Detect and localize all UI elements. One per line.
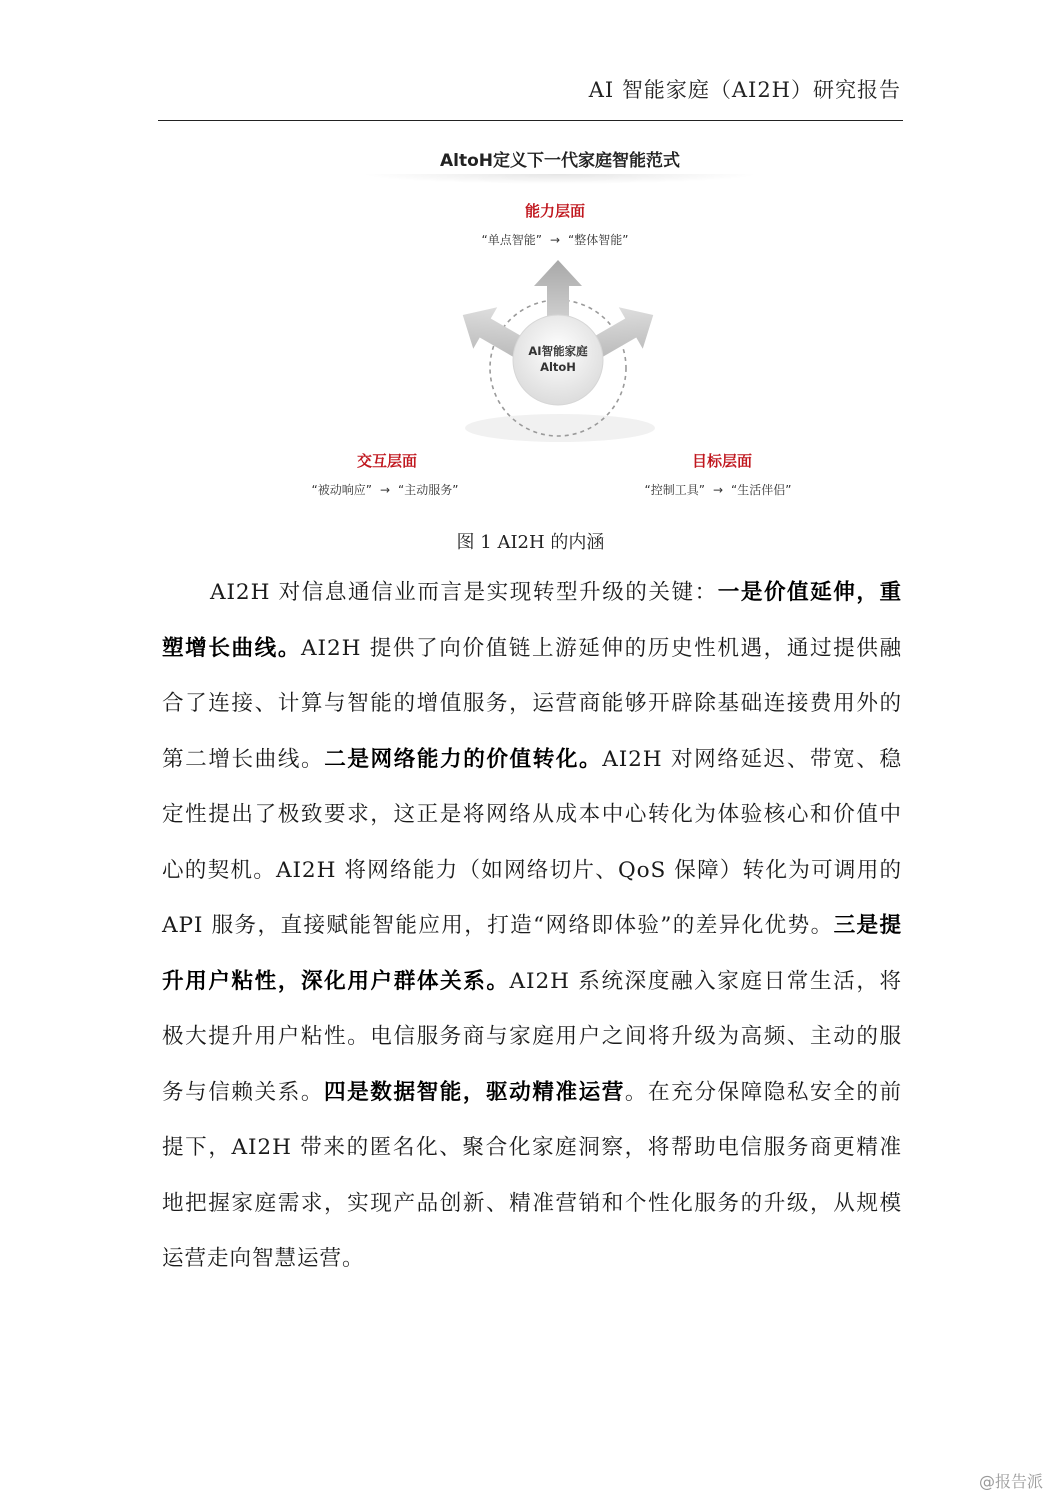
- layer-right-desc: [588, 481, 848, 498]
- layer-top-name: 能力层面: [524, 202, 585, 220]
- layer-right-from: “控制工具”: [644, 483, 705, 497]
- figure-title: AltoH定义下一代家庭智能范式: [439, 151, 681, 171]
- arrow-glyph: →: [549, 233, 561, 247]
- layer-top-from: “单点智能”: [481, 233, 542, 247]
- ground-shadow: [465, 414, 655, 442]
- body-sentence-1: AI2H 对信息通信业而言是实现转型升级的关键：: [210, 580, 718, 605]
- layer-left-desc: [255, 481, 515, 498]
- body-bold-1: 一是价值延伸，重塑增长曲线。: [162, 580, 902, 661]
- arrow-glyph: →: [712, 483, 724, 497]
- layer-top-to: “整体智能”: [568, 233, 629, 247]
- body-sentence-2: AI2H 提供了向价值链上游延伸的历史性机遇，通过提供融合了连接、计算与智能的增值服务，运营商能够开辟除基础连接费用外的第二增长曲线。: [162, 635, 902, 772]
- body-bold-2: 二是网络能力的价值转化。: [324, 746, 603, 772]
- watermark: @报告派: [978, 1472, 1043, 1491]
- center-label-line1: AI智能家庭: [528, 344, 588, 358]
- header-rule: [158, 120, 903, 121]
- body-sentence-5: 。在充分保障隐私安全的前提下，AI2H 带来的匿名化、聚合化家庭洞察，将帮助电信服务商更精准地把握家庭需求，实现产品创新、精准营销和个性化服务的升级，从规模运营走向智慧运营。: [162, 1079, 902, 1271]
- layer-top-desc: [430, 231, 680, 248]
- center-label: [513, 343, 603, 375]
- layer-left-from: “被动响应”: [311, 483, 372, 497]
- layer-left-to: “主动服务”: [398, 483, 459, 497]
- body-bold-3: 三是提升用户粘性，深化用户群体关系。: [162, 913, 902, 994]
- arrow-glyph: →: [379, 483, 391, 497]
- body-paragraph: [162, 565, 902, 1287]
- figure-caption: 图 1 AI2H 的内涵: [456, 532, 605, 553]
- layer-right-to: “生活伴侣”: [731, 483, 792, 497]
- layer-left-name: 交互层面: [356, 452, 417, 470]
- body-sentence-4: AI2H 系统深度融入家庭日常生活，将极大提升用户粘性。电信服务商与家庭用户之间将升级为高频、主动的服务与信赖关系。: [162, 968, 902, 1105]
- body-bold-4: 四是数据智能，驱动精准运营: [324, 1079, 625, 1105]
- header-title: AI 智能家庭（AI2H）研究报告: [588, 78, 901, 102]
- layer-right-name: 目标层面: [691, 452, 752, 470]
- figure-ai2h-diagram: [311, 138, 792, 508]
- center-label-line2: AltoH: [540, 360, 576, 374]
- body-sentence-3: AI2H 对网络延迟、带宽、稳定性提出了极致要求，这正是将网络从成本中心转化为体验核心和价值中心的契机。AI2H 将网络能力（如网络切片、QoS 保障）转化为可调用的 API 服务，直接赋能智能应用，打造“网络即体验”的差异化优势。: [162, 746, 902, 938]
